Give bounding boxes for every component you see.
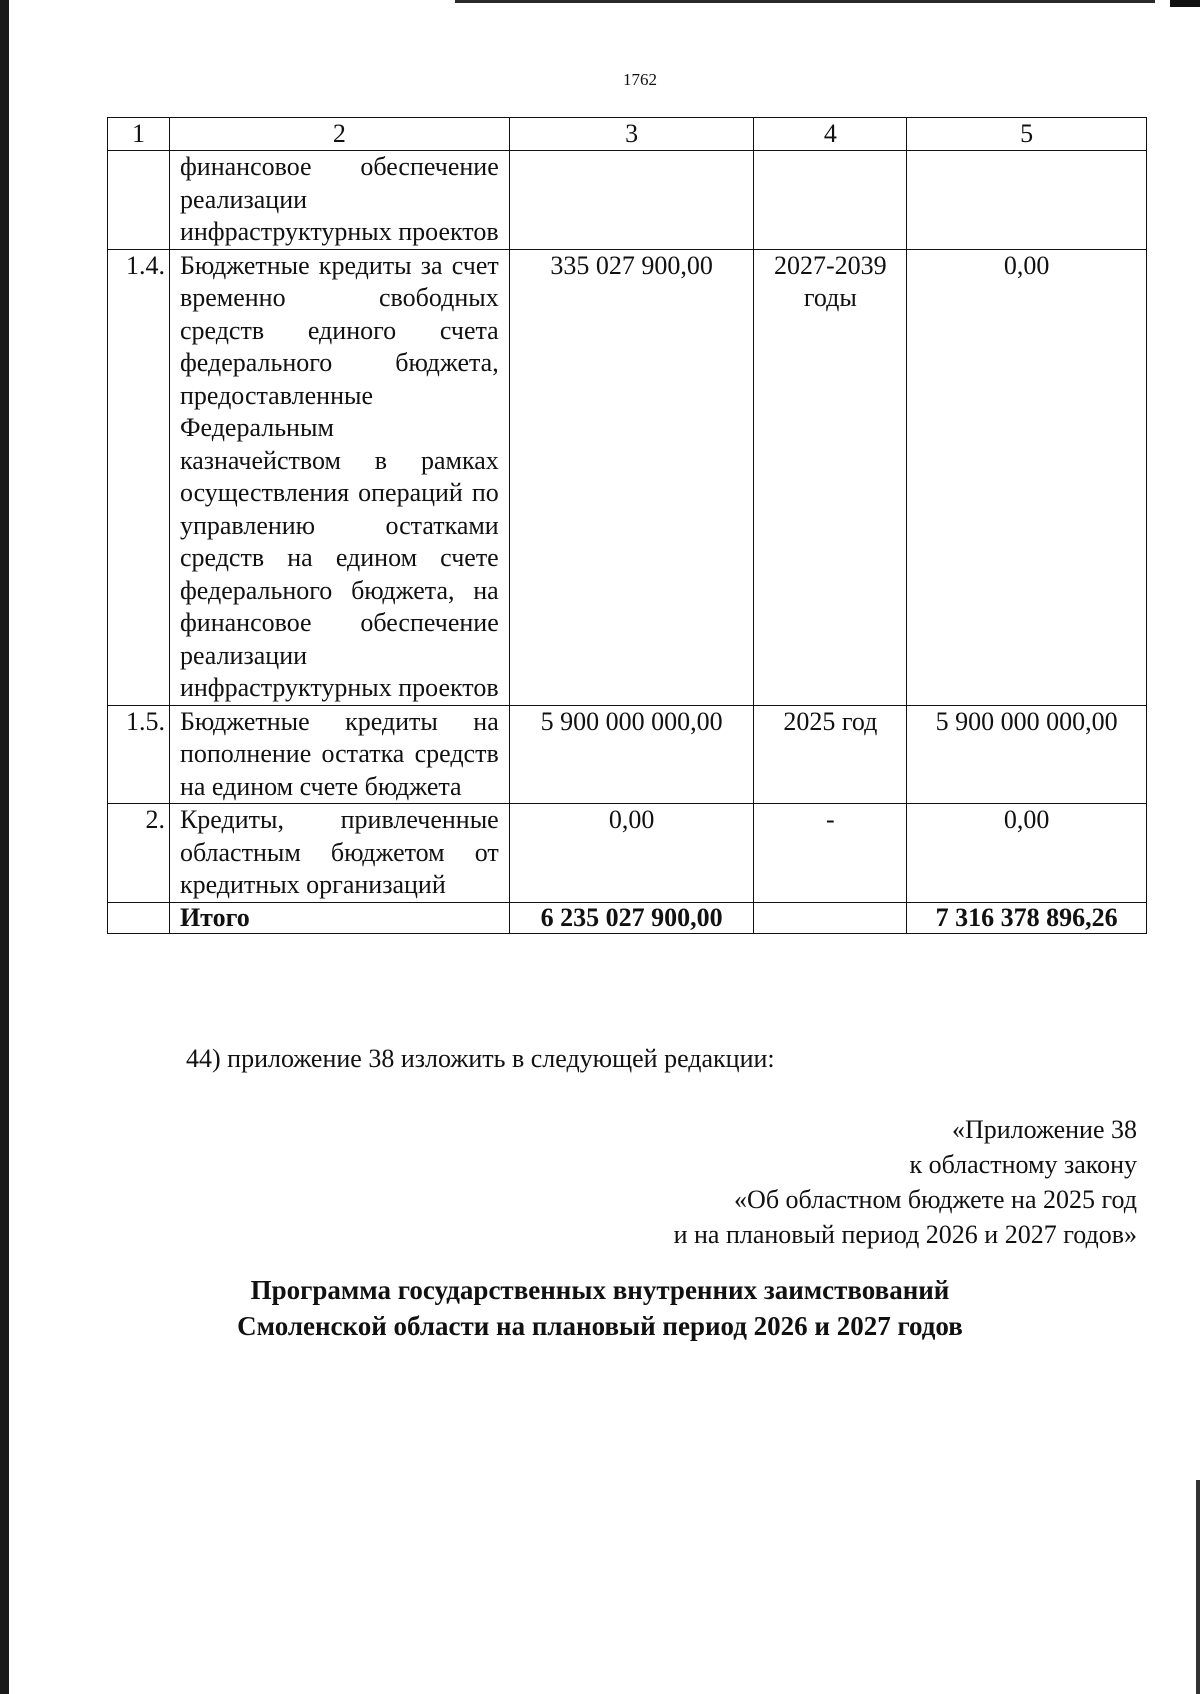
header-col-1: 1 [108, 118, 170, 151]
appendix-ref-line: «Об областном бюджете на 2025 год [734, 1185, 1137, 1214]
row-description: Бюджетные кредиты на пополнение остатка средств на едином счете бюджета [169, 705, 509, 804]
header-col-3: 3 [509, 118, 754, 151]
total-amount: 6 235 027 900,00 [509, 902, 754, 933]
header-col-5: 5 [907, 118, 1147, 151]
table-row [108, 705, 1147, 804]
row-number: 1.4. [108, 249, 170, 705]
table-row [108, 804, 1147, 903]
total-label: Итого [169, 902, 509, 933]
row-number [108, 151, 170, 250]
program-title [0, 1272, 1200, 1344]
header-col-2: 2 [169, 118, 509, 151]
row-number: 2. [108, 804, 170, 903]
row-amount-2: 0,00 [907, 249, 1147, 705]
amendment-instruction: 44) приложение 38 изложить в следующей редакции: [186, 1044, 775, 1073]
row-amount: 5 900 000 000,00 [509, 705, 754, 804]
table-row [108, 249, 1147, 705]
row-period [754, 151, 907, 250]
row-description: Кредиты, привлеченные областным бюджетом от кредитных организаций [169, 804, 509, 903]
appendix-ref-line: к областному закону [909, 1150, 1137, 1179]
row-amount: 335 027 900,00 [509, 249, 754, 705]
row-amount-2: 0,00 [907, 804, 1147, 903]
page-number: 1762 [623, 70, 657, 89]
total-amount-2: 7 316 378 896,26 [907, 902, 1147, 933]
appendix-ref-line: и на плановый период 2026 и 2027 годов» [673, 1220, 1137, 1249]
scan-mark-top-right [1170, 0, 1200, 7]
row-amount-2 [907, 151, 1147, 250]
scan-border-right [1196, 1480, 1200, 1694]
row-amount: 0,00 [509, 804, 754, 903]
row-period: - [754, 804, 907, 903]
appendix-reference [674, 1112, 1137, 1252]
row-period: 2027-2039 годы [754, 249, 907, 705]
program-title-line: Смоленской области на плановый период 2026 и 2027 годов [237, 1311, 963, 1341]
program-title-line: Программа государственных внутренних заимствований [250, 1275, 950, 1305]
appendix-ref-line: «Приложение 38 [951, 1115, 1137, 1144]
scan-border-left [0, 0, 9, 1694]
header-col-4: 4 [754, 118, 907, 151]
row-amount-2: 5 900 000 000,00 [907, 705, 1147, 804]
total-period [754, 902, 907, 933]
scan-border-top [455, 0, 1155, 3]
total-number-cell [108, 902, 170, 933]
row-number: 1.5. [108, 705, 170, 804]
row-description: Бюджетные кредиты за счет временно свободных средств единого счета федерального бюджета, предоставленные Федеральным казначейством в рамках осуществления операций по управлению остатками средств на едином счете федерального бюджета, на финансовое обеспечение реализации инфраструктурных проектов [169, 249, 509, 705]
row-amount [509, 151, 754, 250]
row-period: 2025 год [754, 705, 907, 804]
table-total-row [108, 902, 1147, 933]
borrowing-table [107, 117, 1147, 934]
row-description: финансовое обеспечение реализации инфраструктурных проектов [169, 151, 509, 250]
table-header-row [108, 118, 1147, 151]
table-row [108, 151, 1147, 250]
